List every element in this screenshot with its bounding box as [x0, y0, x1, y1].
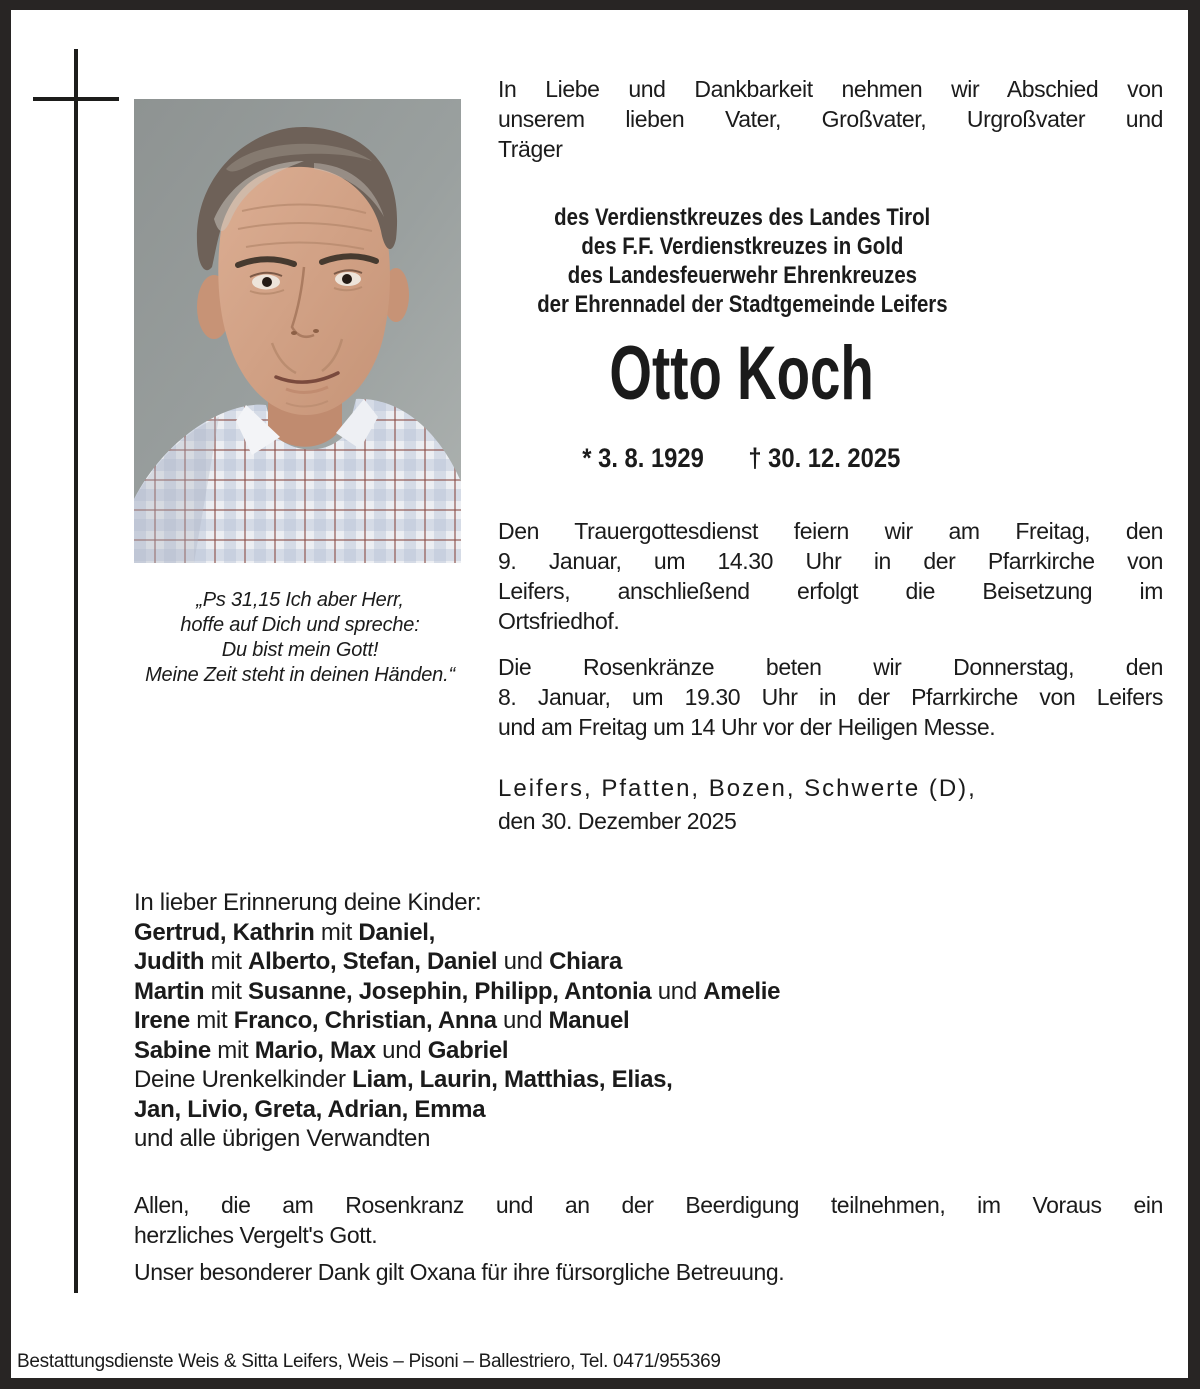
rosary-line: Die Rosenkränze beten wir Donnerstag, den: [498, 654, 1163, 680]
rosary-line: 8. Januar, um 19.30 Uhr in der Pfarrkirche von Leifers: [498, 684, 1163, 710]
birth-date: * 3. 8. 1929: [581, 443, 704, 473]
intro-line: Träger: [498, 136, 563, 162]
quote-line: hoffe auf Dich und spreche:: [180, 614, 420, 636]
service-paragraph: [498, 516, 1163, 636]
service-line: 9. Januar, um 14.30 Uhr in der Pfarrkirche von: [498, 548, 1163, 574]
caregiver-thanks: Unser besonderer Dank gilt Oxana für ihre fürsorgliche Betreuung.: [134, 1259, 785, 1285]
honor-line: des Verdienstkreuzes des Landes Tirol: [553, 204, 931, 231]
service-line: Den Trauergottesdienst feiern wir am Freitag, den: [498, 518, 1163, 544]
quote-line: Meine Zeit steht in deinen Händen.“: [145, 664, 455, 686]
honors-list: [498, 203, 986, 319]
family-heading: In lieber Erinnerung deine Kinder:: [134, 889, 482, 916]
rosary-line: und am Freitag um 14 Uhr vor der Heiligen Messe.: [498, 714, 996, 740]
honor-line: des F.F. Verdienstkreuzes in Gold: [581, 233, 903, 260]
quote-line: „Ps 31,15 Ich aber Herr,: [196, 589, 404, 611]
family-line: Martin mit Susanne, Josephin, Philipp, Antonia und Amelie: [134, 977, 781, 1005]
intro-line: unserem lieben Vater, Großvater, Urgroßvater und: [498, 106, 1163, 132]
cross-icon-horizontal-bar: [33, 97, 119, 101]
family-line: Judith mit Alberto, Stefan, Daniel und Chiara: [134, 948, 622, 975]
scripture-quote: [100, 588, 500, 688]
thanks-line: Allen, die am Rosenkranz und an der Beerdigung teilnehmen, im Voraus ein: [134, 1192, 1163, 1218]
portrait-photo: [134, 99, 461, 563]
family-line: Jan, Livio, Greta, Adrian, Emma: [134, 1095, 486, 1123]
funeral-home-footer: Bestattungsdienste Weis & Sitta Leifers, Weis – Pisoni – Ballestriero, Tel. 0471/955369: [17, 1351, 721, 1372]
honor-line: der Ehrennadel der Stadtgemeinde Leifers: [536, 291, 948, 318]
service-line: Leifers, anschließend erfolgt die Beisetzung im: [498, 578, 1163, 604]
honor-line: des Landesfeuerwehr Ehrenkreuzes: [567, 262, 917, 289]
cross-icon-vertical-bar: [74, 49, 78, 1293]
rosary-paragraph: [498, 652, 1163, 742]
intro-paragraph: [498, 74, 1163, 164]
service-line: Ortsfriedhof.: [498, 608, 620, 634]
deceased-name-block: [498, 331, 986, 416]
family-line: Irene mit Franco, Christian, Anna und Manuel: [134, 1007, 630, 1034]
family-block: [134, 888, 1144, 1154]
intro-line: In Liebe und Dankbarkeit nehmen wir Abschied von: [498, 76, 1163, 102]
deceased-name: Otto Koch: [609, 331, 875, 416]
cities-line: Leifers, Pfatten, Bozen, Schwerte (D),: [498, 775, 977, 802]
death-date: † 30. 12. 2025: [748, 443, 901, 473]
family-line: Deine Urenkelkinder Liam, Laurin, Matthias, Elias,: [134, 1066, 673, 1093]
quote-line: Du bist mein Gott!: [221, 639, 379, 661]
date-line: den 30. Dezember 2025: [498, 808, 737, 834]
family-line: Sabine mit Mario, Max und Gabriel: [134, 1036, 509, 1064]
thanks-paragraph: [134, 1190, 1163, 1250]
family-line: und alle übrigen Verwandten: [134, 1125, 431, 1152]
family-line: Gertrud, Kathrin mit Daniel,: [134, 918, 435, 946]
life-dates: [498, 443, 986, 473]
thanks-line: herzliches Vergelt's Gott.: [134, 1222, 378, 1248]
